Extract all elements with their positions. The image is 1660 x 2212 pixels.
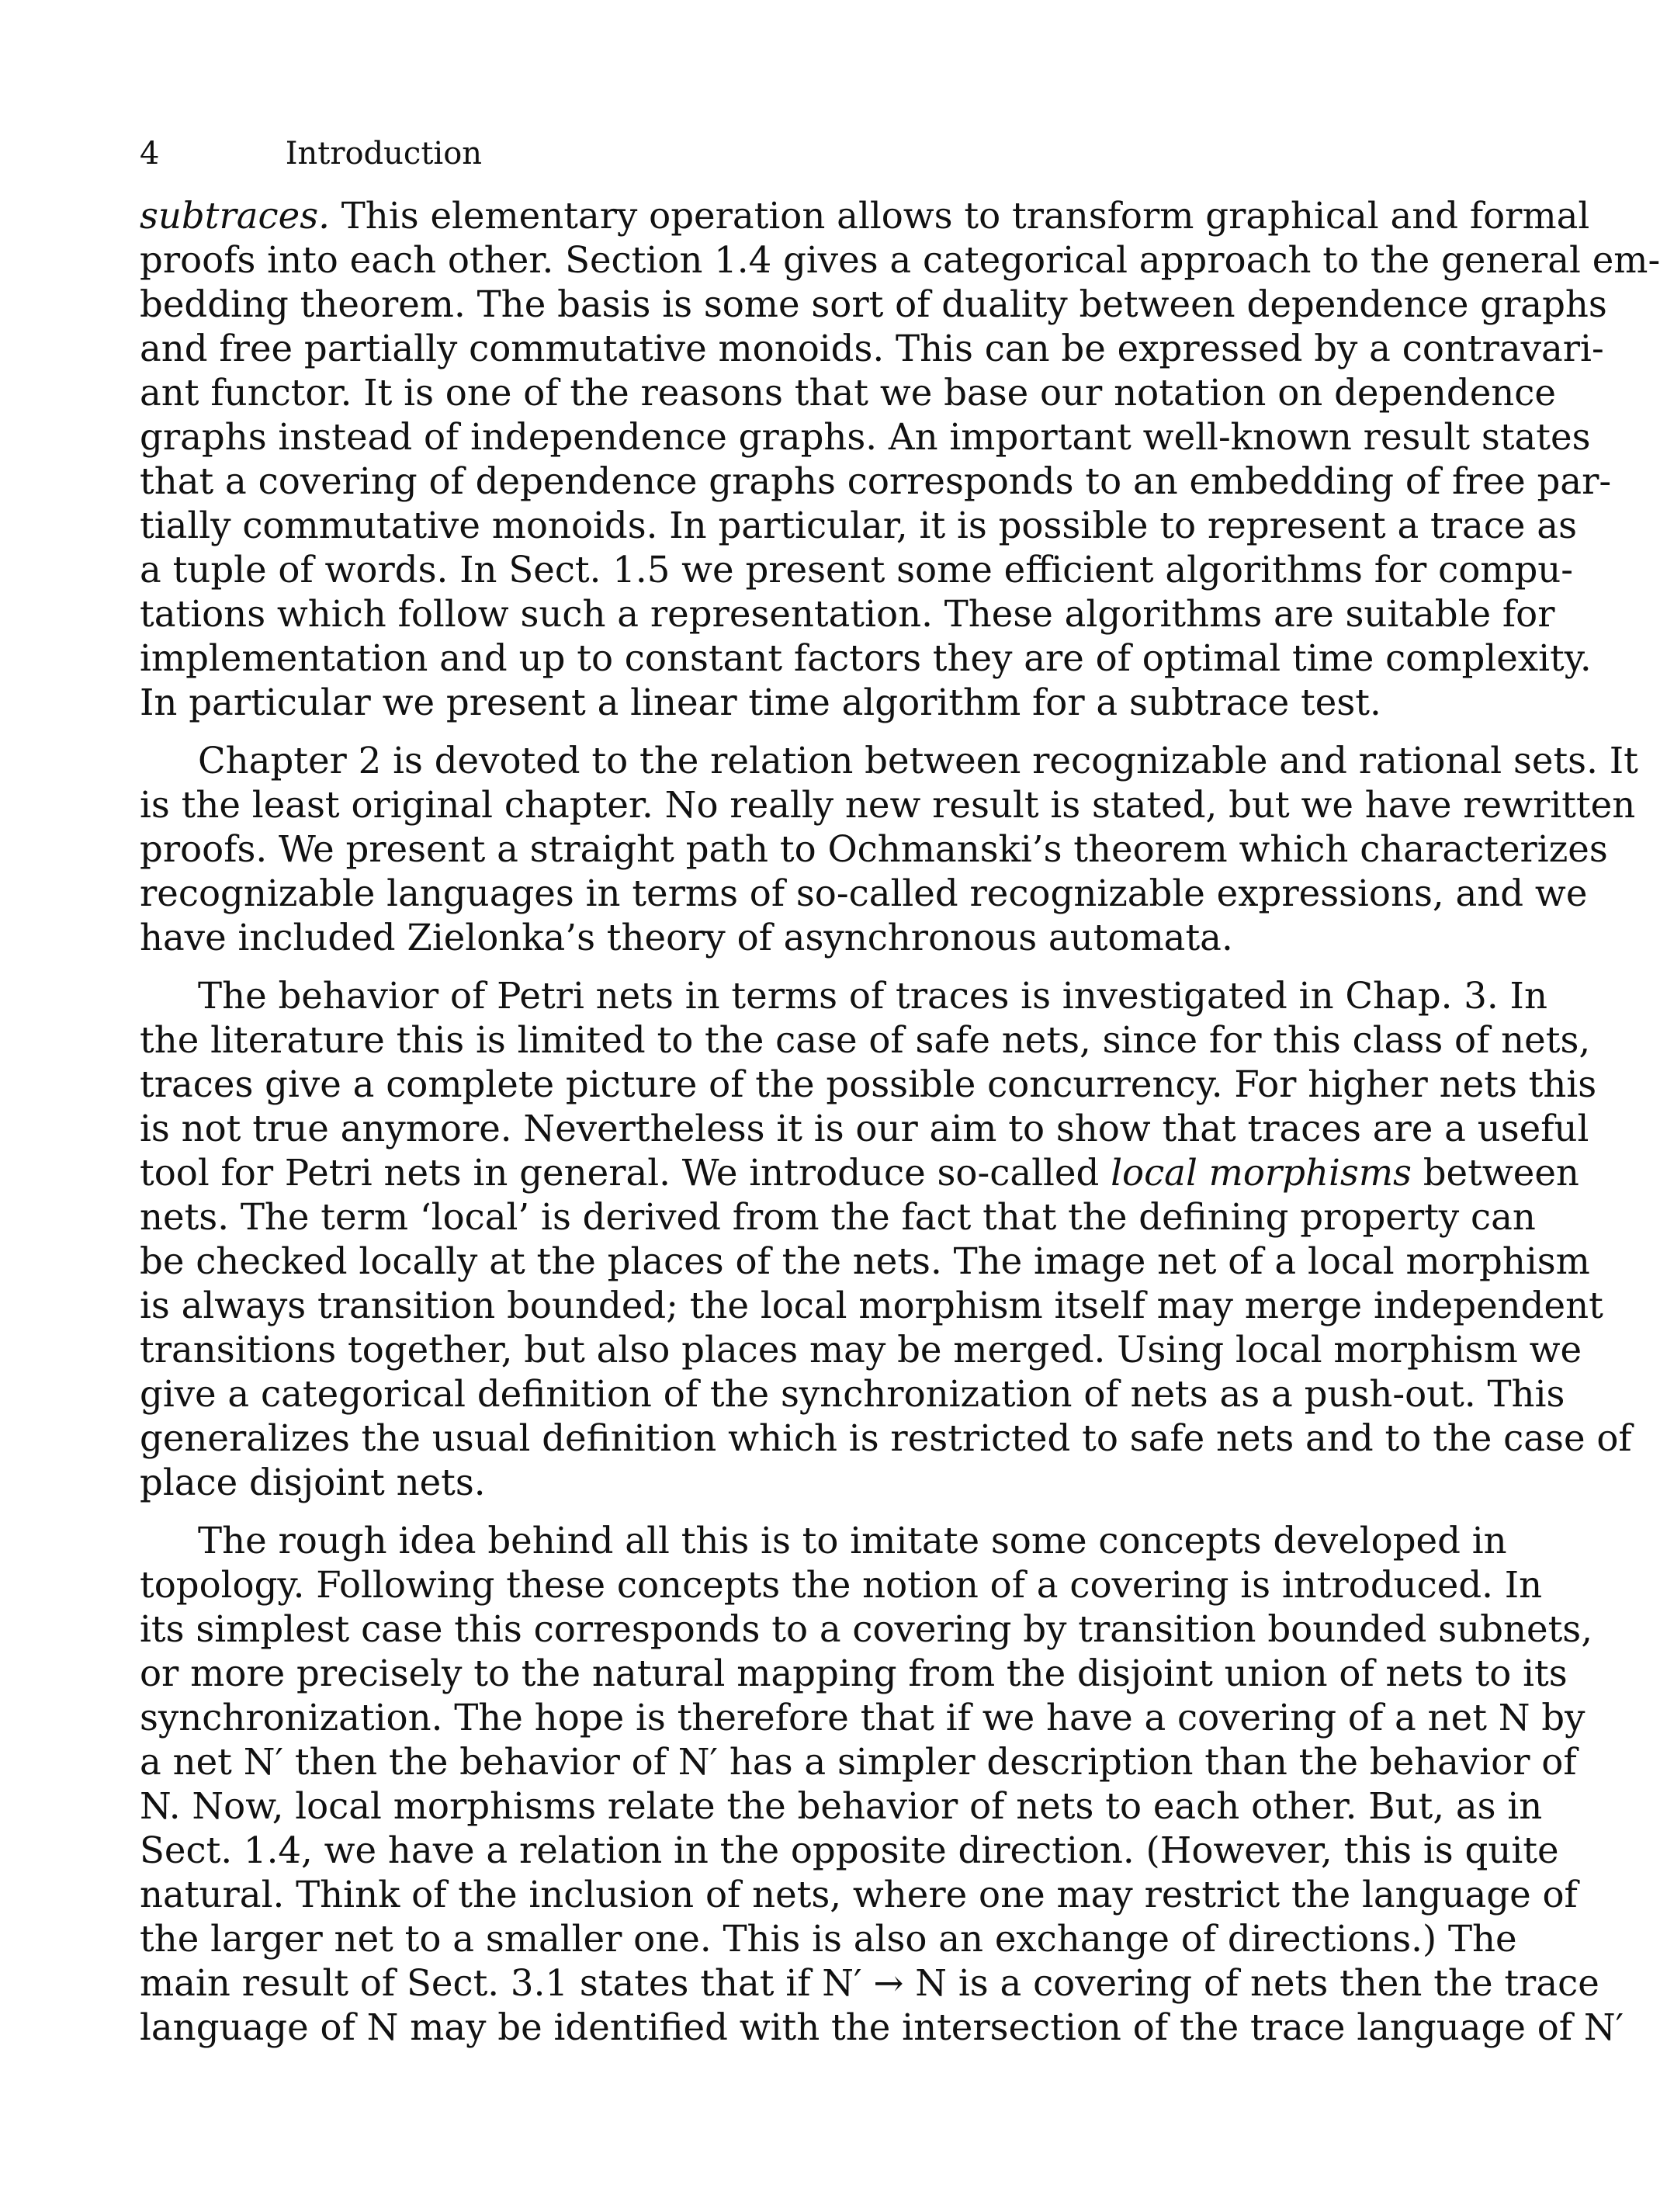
text-line: is always transition bounded; the local morphism itself may merge independent: [140, 1285, 1603, 1326]
text-line: transitions together, but also places may be merged. Using local morphism we: [140, 1329, 1582, 1371]
paragraph-gap: [140, 960, 1381, 974]
text-line: tool for Petri nets in general. We introduce so-called local morphisms between: [140, 1152, 1579, 1194]
emphasis-term: subtraces.: [140, 195, 330, 237]
text-line: have included Zielonka’s theory of asynchronous automata.: [140, 917, 1233, 959]
text-line: is not true anymore. Nevertheless it is our aim to show that traces are a useful: [140, 1108, 1589, 1149]
running-head-title: Introduction: [285, 136, 483, 172]
text-line: In particular we present a linear time algorithm for a subtrace test.: [140, 681, 1381, 723]
text-line: language of N may be identified with the intersection of the trace language of N′: [140, 2006, 1624, 2048]
text-line: The behavior of Petri nets in terms of traces is investigated in Chap. 3. In: [198, 975, 1547, 1017]
text-line: Sect. 1.4, we have a relation in the opposite direction. (However, this is quite: [140, 1829, 1559, 1871]
text-line: tially commutative monoids. In particular, it is possible to represent a trace as: [140, 504, 1577, 546]
text-line: that a covering of dependence graphs corresponds to an embedding of free par-: [140, 460, 1612, 502]
text-line: and free partially commutative monoids. This can be expressed by a contravari-: [140, 328, 1604, 369]
text-line: proofs into each other. Section 1.4 gives a categorical approach to the general em-: [140, 239, 1660, 281]
paragraph-gap: [140, 1505, 1381, 1519]
text-line: generalizes the usual definition which is restricted to safe nets and to the case of: [140, 1417, 1632, 1459]
text-line: traces give a complete picture of the possible concurrency. For higher nets this: [140, 1063, 1597, 1105]
text-line: recognizable languages in terms of so-called recognizable expressions, and we: [140, 872, 1588, 914]
text-line: Chapter 2 is devoted to the relation between recognizable and rational sets. It: [198, 740, 1638, 782]
text-line: N. Now, local morphisms relate the behavior of nets to each other. But, as in: [140, 1785, 1543, 1827]
running-head: [140, 130, 1381, 177]
text-line: its simplest case this corresponds to a covering by transition bounded subnets,: [140, 1608, 1593, 1650]
paragraph-3: [140, 974, 1632, 1505]
text-line: natural. Think of the inclusion of nets, where one may restrict the language of: [140, 1874, 1578, 1916]
paragraph-gap: [140, 725, 1381, 739]
text-line: graphs instead of independence graphs. An important well-known result states: [140, 416, 1591, 458]
body-text: [140, 194, 1660, 2050]
paragraph-4: [140, 1519, 1624, 2050]
text-line: ant functor. It is one of the reasons that we base our notation on dependence: [140, 372, 1556, 414]
text-line: a net N′ then the behavior of N′ has a simpler description than the behavior of: [140, 1741, 1577, 1783]
emphasis-term: local morphisms: [1111, 1152, 1412, 1194]
text-line: tations which follow such a representation. These algorithms are suitable for: [140, 593, 1555, 635]
text-line: synchronization. The hope is therefore that if we have a covering of a net N by: [140, 1697, 1585, 1739]
paragraph-2: [140, 739, 1638, 960]
paragraph-1: [140, 194, 1660, 725]
text-line: place disjoint nets.: [140, 1461, 486, 1503]
text-line: topology. Following these concepts the notion of a covering is introduced. In: [140, 1564, 1543, 1606]
page-number: 4: [140, 136, 160, 172]
text-line: or more precisely to the natural mapping from the disjoint union of nets to its: [140, 1652, 1568, 1694]
text-line: main result of Sect. 3.1 states that if N′ → N is a covering of nets then the trace: [140, 1962, 1599, 2004]
text-line: subtraces. This elementary operation allows to transform graphical and formal: [140, 195, 1590, 237]
text-line: the literature this is limited to the case of safe nets, since for this class of nets,: [140, 1019, 1591, 1061]
text-line: a tuple of words. In Sect. 1.5 we present some efficient algorithms for compu-: [140, 549, 1574, 591]
text-line: proofs. We present a straight path to Ochmanski’s theorem which characterizes: [140, 828, 1608, 870]
text-line: is the least original chapter. No really new result is stated, but we have rewritten: [140, 784, 1636, 826]
text-line: bedding theorem. The basis is some sort of duality between dependence graphs: [140, 283, 1607, 325]
text-line: be checked locally at the places of the nets. The image net of a local morphism: [140, 1240, 1590, 1282]
text-line: the larger net to a smaller one. This is also an exchange of directions.) The: [140, 1918, 1517, 1960]
text-line: nets. The term ‘local’ is derived from the fact that the defining property can: [140, 1196, 1536, 1238]
text-line: give a categorical definition of the synchronization of nets as a push-out. This: [140, 1373, 1565, 1415]
text-line: implementation and up to constant factors they are of optimal time complexity.: [140, 637, 1592, 679]
text-line: The rough idea behind all this is to imitate some concepts developed in: [198, 1520, 1507, 1562]
